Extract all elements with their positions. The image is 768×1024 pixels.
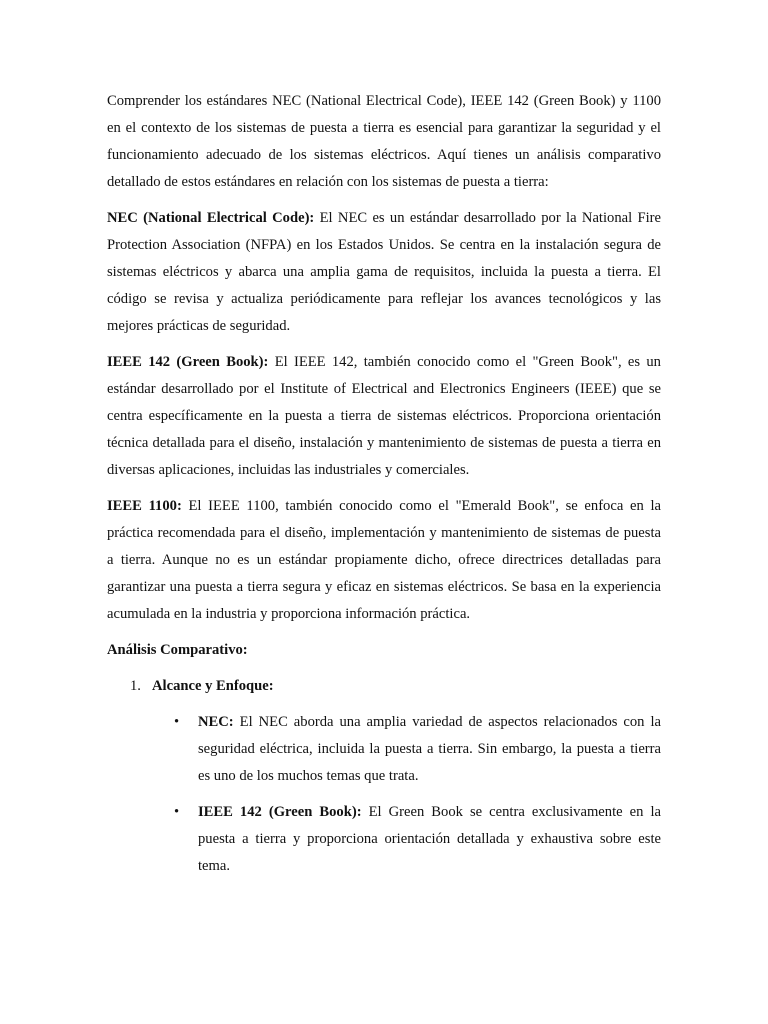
ieee142-text: El IEEE 142, también conocido como el "Green Book", es un estándar desarrollado por el Institute of Electrical and Electronics Engineers (IEEE) que se centra específicamente en la puesta a tierra de sistemas eléctricos. Proporciona orientación técnica detallada para el diseño, instalación y mantenimiento de sistemas de puesta a tierra en diversas aplicaciones, incluidas las industriales y comerciales.	[107, 354, 661, 478]
bullet-nec-body: El NEC aborda una amplia variedad de aspectos relacionados con la seguridad eléctrica, incluida la puesta a tierra. Sin embargo, la puesta a tierra es uno de los muchos temas que trata.	[198, 714, 661, 784]
bullet-ieee142-body: El Green Book se centra exclusivamente en la puesta a tierra y proporciona orientación detallada y exhaustiva sobre este tema.	[198, 804, 661, 874]
bullet-item-nec	[107, 709, 661, 790]
bullet-icon: •	[174, 714, 180, 730]
analysis-heading: Análisis Comparativo:	[107, 642, 248, 658]
nec-paragraph	[107, 205, 661, 340]
ieee1100-text: El IEEE 1100, también conocido como el "Emerald Book", se enfoca en la práctica recomendada para el diseño, implementación y mantenimiento de sistemas de puesta a tierra. Aunque no es un estándar propiamente dicho, ofrece directrices detalladas para garantizar una puesta a tierra segura y eficaz en sistemas eléctricos. Se basa en la experiencia acumulada en la industria y proporciona información práctica.	[107, 498, 661, 622]
bullet-nec-text	[198, 709, 661, 790]
ieee1100-lead: IEEE 1100:	[107, 498, 182, 514]
list-label: Alcance y Enfoque:	[152, 678, 274, 694]
nec-text: El NEC es un estándar desarrollado por la National Fire Protection Association (NFPA) en los Estados Unidos. Se centra en la instalación segura de sistemas eléctricos y abarca una amplia gama de requisitos, incluida la puesta a tierra. El código se revisa y actualiza periódicamente para reflejar los avances tecnológicos y las mejores prácticas de seguridad.	[107, 210, 661, 334]
bullet-nec-lead: NEC:	[198, 714, 234, 730]
list-number: 1.	[130, 678, 141, 694]
ieee142-lead: IEEE 142 (Green Book):	[107, 354, 269, 370]
ieee142-paragraph	[107, 349, 661, 484]
bullet-item-ieee142	[107, 799, 661, 880]
numbered-item-1	[107, 673, 661, 700]
bullet-icon: •	[174, 804, 180, 820]
bullet-ieee142-text	[198, 799, 661, 880]
intro-paragraph: Comprender los estándares NEC (National Electrical Code), IEEE 142 (Green Book) y 1100 en el contexto de los sistemas de puesta a tierra es esencial para garantizar la seguridad y el funcionamiento adecuado de los sistemas eléctricos. Aquí tienes un análisis comparativo detallado de estos estándares en relación con los sistemas de puesta a tierra:	[107, 93, 661, 190]
ieee1100-paragraph	[107, 493, 661, 628]
bullet-ieee142-lead: IEEE 142 (Green Book):	[198, 804, 362, 820]
nec-lead: NEC (National Electrical Code):	[107, 210, 315, 226]
